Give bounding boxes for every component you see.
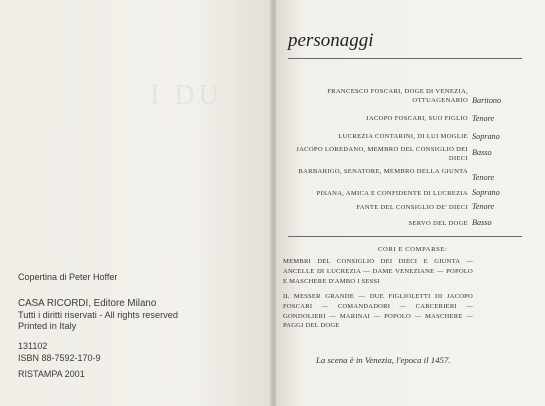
character-name: FANTE DEL CONSIGLIO DE' DIECI (356, 204, 468, 211)
chorus-paragraph: MEMBRI DEL CONSIGLIO DEI DIECI E GIUNTA — ANCELLE DI LUCREZIA — DAME VENEZIANE — POPOLO E MASCHERE D'AMBO I SESSI (283, 258, 473, 285)
chorus-paragraph: IL MESSER GRANDE — DUE FIGLIOLETTI DI JACOPO FOSCARI — COMANDADORI — CARCERIERI — GONDOLIERI — MARINAI — POPOLO — MASCHERE — PAGGI DEL DOGE (283, 293, 473, 330)
character-name: SERVO DEL DOGE (408, 220, 468, 227)
chorus-heading: CORI E COMPARSE: (378, 246, 448, 253)
character-name: PISANA, AMICA E CONFIDENTE DI LUCREZIA (316, 190, 468, 197)
cast-row (278, 219, 536, 241)
voice-type: Soprano (472, 132, 500, 141)
catalog-number: 131102 (18, 341, 48, 351)
scene-note: La scena è in Venezia, l'epoca il 1457. (316, 355, 451, 365)
publisher-name: CASA RICORDI, Editore Milano (18, 298, 157, 309)
voice-type: Baritono (472, 96, 502, 105)
character-name: JACOPO FOSCARI, SUO FIGLIO (366, 115, 468, 122)
character-name: LUCREZIA CONTARINI, DI LUI MOGLIE (338, 133, 468, 140)
left-page (0, 0, 272, 406)
reprint-line: RISTAMPA 2001 (18, 369, 85, 379)
voice-type: Tenore (472, 173, 495, 182)
voice-type: Tenore (472, 114, 495, 123)
character-name: FRANCESCO FOSCARI, DOGE DI VENEZIA, OTTUAGENARIO (327, 88, 468, 104)
voice-type: Basso (472, 218, 492, 227)
cast-row (278, 145, 536, 167)
voice-type: Tenore (472, 202, 495, 211)
title-rule (288, 58, 522, 59)
voice-type: Basso (472, 148, 492, 157)
rights-notice: Tutti i diritti riservati - All rights reserved (18, 309, 178, 320)
cast-row (278, 87, 536, 109)
character-name: JACOPO LOREDANO, MEMBRO DEL CONSIGLIO DEI DIECI (296, 146, 468, 162)
voice-type: Soprano (472, 188, 500, 197)
isbn: ISBN 88-7592-170-9 (18, 352, 101, 363)
show-through-text: I DU (150, 80, 223, 111)
page-title: personaggi (288, 30, 374, 51)
cast-row (278, 167, 536, 189)
cover-credit: Copertina di Peter Hoffer (18, 272, 118, 282)
section-rule (288, 236, 522, 237)
catalog-block (18, 341, 258, 364)
character-name: BARBARIGO, SENATORE, MEMBRO DELLA GIUNTA (298, 168, 468, 175)
publisher-block (18, 298, 258, 333)
printed-in: Printed in Italy (18, 321, 77, 331)
